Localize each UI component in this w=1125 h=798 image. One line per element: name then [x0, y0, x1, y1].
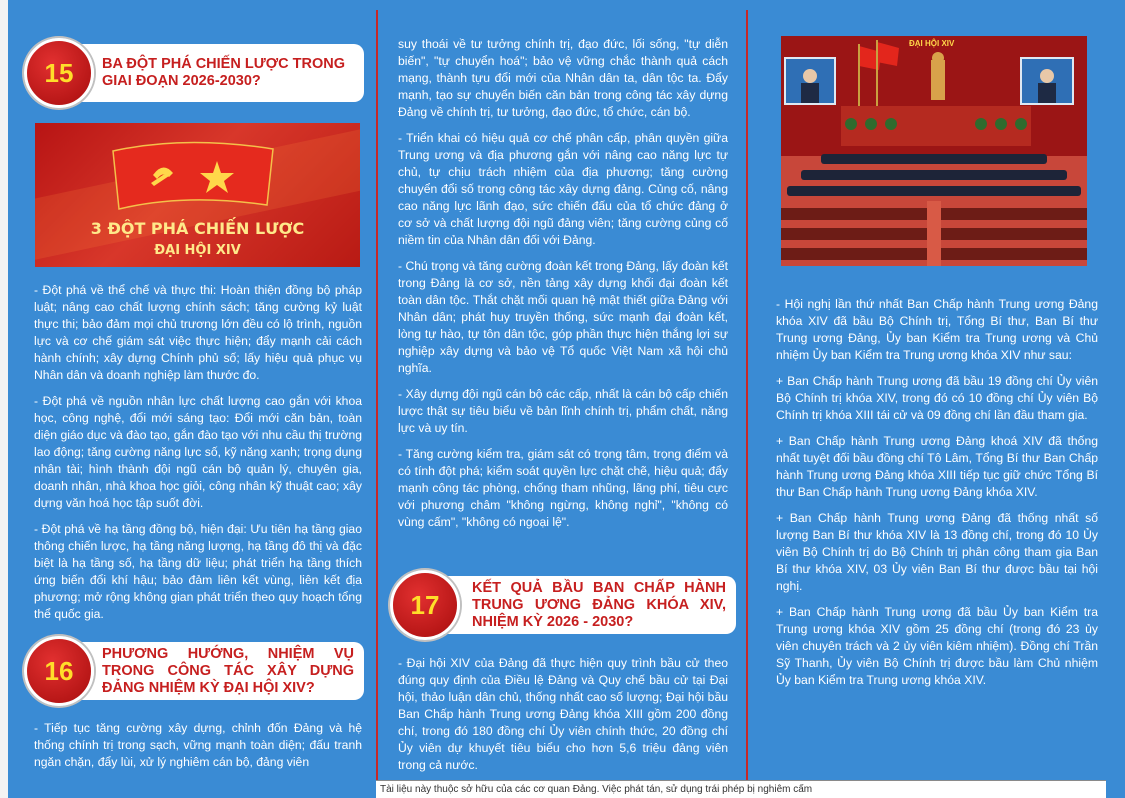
section-16-title: PHƯƠNG HƯỚNG, NHIỆM VỤ TRONG CÔNG TÁC XÂY DỰNG ĐẢNG NHIỆM KỲ ĐẠI HỘI XIV? [102, 645, 354, 696]
column-2-paragraph-3: - Chú trọng và tăng cường đoàn kết trong Đảng, lấy đoàn kết trong Đảng là cơ sở, nền tảng xây dựng khối đại đoàn kết toàn dân tộc. Thắt chặt mối quan hệ mật thiết giữa Đảng với Nhân dân; phát huy truyền thống, sức mạnh đại đoàn kết, lòng tự hào, tự tôn dân tộc, góp phần thực hiện thắng lợi sự nghiệp xây dựng và bảo vệ Tổ quốc Việt Nam xã hội chủ nghĩa. [398, 259, 728, 375]
section-17-header [390, 570, 736, 640]
column-2-paragraph-2: - Triển khai có hiệu quả cơ chế phân cấp, phân quyền giữa Trung ương và địa phương gắn với nâng cao năng lực tự chủ, tự chịu trách nhiệm của địa phương; tăng cường chuyển đổi số trong công tác xây dựng đảng. Củng cố, nâng cao năng lực lãnh đạo, sức chiến đấu của tổ chức đảng ở cơ sở và chất lượng đội ngũ đảng viên; tăng cường củng cố niềm tin của Nhân dân đối với Đảng. [398, 131, 728, 247]
column-3-body [776, 296, 1098, 698]
column-2-paragraph-5: - Tăng cường kiểm tra, giám sát có trọng tâm, trọng điểm và có tính đột phá; kiểm soát quyền lực chặt chẽ, hiệu quả; đẩy mạnh công tác phòng, chống tham nhũng, lãng phí, tiêu cực với phương châm "không ngừng, không nghỉ", "không có vùng cấm", "không có ngoại lệ". [398, 447, 728, 529]
section-16-number-badge: 16 [24, 636, 94, 706]
column-3-paragraph-3: + Ban Chấp hành Trung ương Đảng khoá XIV đã thống nhất tuyệt đối bầu đồng chí Tô Lâm, Tổng Bí thư Ban Chấp hành Trung ương Đảng khóa XIII tiếp tục giữ chức Tổng Bí thư Ban Chấp hành Trung ương Đảng khóa XIV. [776, 434, 1098, 499]
strategic-breakthrough-banner [35, 123, 360, 267]
photo-caption: ĐẠI HỘI XIV [909, 39, 955, 48]
section-17-paragraph-1: - Đại hội XIV của Đảng đã thực hiện quy trình bầu cử theo đúng quy định của Điều lệ Đảng và Quy chế bầu cử tại Đại hội, thảo luận dân chủ, thống nhất cao số lượng; Đại hội bầu Ban Chấp hành Trung ương Đảng khóa XIII gồm 200 đồng chí, trong đó 180 đồng chí Ủy viên chính thức, 20 đồng chí Ủy viên dự khuyết tiêu biểu cho hơn 5,6 triệu đảng viên trong cả nước. [398, 656, 728, 772]
column-3-paragraph-5: + Ban Chấp hành Trung ương đã bầu Ủy ban Kiểm tra Trung ương khóa XIV gồm 25 đồng chí (trong đó 23 ủy viên chuyên trách và 2 ủy viên kiêm nhiệm). Đồng chí Trần Sỹ Thanh, Ủy viên Bộ Chính trị được bầu làm Chủ nhiệm Ủy ban Kiểm tra Trung ương khóa XIV. [776, 605, 1098, 687]
column-2-paragraph-4: - Xây dựng đội ngũ cán bộ các cấp, nhất là cán bộ cấp chiến lược thật sự tiêu biểu về bản lĩnh chính trị, phẩm chất, năng lực và uy tín. [398, 387, 728, 435]
congress-hall-photo [781, 36, 1087, 266]
section-17-title-box [424, 576, 736, 634]
section-17-body [398, 655, 728, 783]
column-divider-2 [746, 10, 748, 780]
congress-hall-image [781, 36, 1087, 266]
column-3-paragraph-4: + Ban Chấp hành Trung ương Đảng đã thống nhất số lượng Ban Bí thư khóa XIV là 13 đồng chí, trong đó 10 Ủy viên Bộ Chính trị do Bộ Chính trị phân công tham gia Ban Bí thư khóa XIV, 03 Ủy viên Ban Bí thư được bầu tại hội nghị. [776, 511, 1098, 593]
section-15-number-badge: 15 [24, 38, 94, 108]
page-edge [0, 0, 8, 798]
section-15-body [34, 282, 362, 632]
footer-notice: Tài liệu này thuộc sở hữu của các cơ quan Đảng. Việc phát tán, sử dụng trái phép bị nghiêm cấm [376, 780, 1106, 798]
column-3-paragraph-2: + Ban Chấp hành Trung ương đã bầu 19 đồng chí Ủy viên Bộ Chính trị khóa XIV, trong đó có 10 đồng chí Ủy viên Bộ Chính trị khóa XIII tái cử và 09 đồng chí lần đầu tham gia. [776, 374, 1098, 422]
section-17-number-badge: 17 [390, 570, 460, 640]
section-15-header [24, 38, 364, 108]
banner-title-line-2: ĐẠI HỘI XIV [154, 243, 241, 258]
section-16-title-box [58, 642, 364, 700]
section-15-paragraph-2: - Đột phá về nguồn nhân lực chất lượng cao gắn với khoa học, công nghệ, đổi mới sáng tạo: Đổi mới căn bản, toàn diện giáo dục và đào tạo, gắn đào tạo với nhu cầu thị trường lao động; tăng cường năng lực số, kỹ năng xanh; trọng dụng nhân tài; hình thành đội ngũ cán bộ quản lý, chuyên gia, doanh nhân, nhà khoa học giỏi, công nhân kỹ thuật cao; xây dựng văn hoá học tập suốt đời. [34, 394, 362, 510]
section-16-header [24, 636, 364, 706]
column-2-body [398, 36, 728, 540]
section-17-title: KẾT QUẢ BẦU BAN CHẤP HÀNH TRUNG ƯƠNG ĐẢNG KHÓA XIV, NHIỆM KỲ 2026 - 2030? [472, 579, 726, 630]
section-15-paragraph-1: - Đột phá về thể chế và thực thi: Hoàn thiện đồng bộ pháp luật; nâng cao chất lượng chính sách; tăng cường kỷ luật thực thi; bảo đảm mọi chủ trương lớn đều có lộ trình, nguồn lực và cơ chế giám sát việc thực hiện; đẩy mạnh cải cách hành chính; xây dựng Chính phủ số; lấy hiệu quả phục vụ Nhân dân và doanh nghiệp làm thước đo. [34, 283, 362, 382]
column-divider-1 [376, 10, 378, 780]
section-16-paragraph-1: - Tiếp tục tăng cường xây dựng, chỉnh đốn Đảng và hệ thống chính trị trong sạch, vững mạnh toàn diện; đấu tranh ngăn chặn, đẩy lùi, xử lý nghiêm cán bộ, đảng viên [34, 721, 362, 769]
column-2-paragraph-1: suy thoái về tư tưởng chính trị, đạo đức, lối sống, "tự diễn biến", "tự chuyển hoá"; bảo vệ vững chắc thành quả cách mạng, thành tựu đổi mới của Nhân dân ta, dân tộc ta. Đẩy mạnh, tạo sự chuyển biến căn bản trong công tác xây dựng Đảng về chính trị, tư tưởng, đạo đức, tổ chức, cán bộ. [398, 37, 728, 119]
section-15-paragraph-3: - Đột phá về hạ tầng đồng bộ, hiện đại: Ưu tiên hạ tầng giao thông chiến lược, hạ tầng năng lượng, hạ tầng đô thị và đặc biệt là hạ tầng số, hạ tầng dữ liệu; phát triển hạ tầng thích ứng biến đổi khí hậu; bảo đảm liên kết vùng, liên kết địa phương; mở rộng không gian phát triển theo quy hoạch tổng thể quốc gia. [34, 522, 362, 621]
section-15-title-box [58, 44, 364, 102]
section-16-body [34, 720, 362, 780]
banner-title-line-1: 3 ĐỘT PHÁ CHIẾN LƯỢC [90, 219, 305, 238]
column-3-paragraph-1: - Hội nghị lần thứ nhất Ban Chấp hành Trung ương Đảng khóa XIV đã bầu Bộ Chính trị, Tổng Bí thư, Ban Bí thư Trung ương Đảng, Ủy ban Kiểm tra Trung ương và Chủ nhiệm Ủy ban Kiểm tra Trung ương khóa XIV như sau: [776, 297, 1098, 362]
section-15-title: BA ĐỘT PHÁ CHIẾN LƯỢC TRONG GIAI ĐOẠN 2026-2030? [102, 56, 345, 89]
